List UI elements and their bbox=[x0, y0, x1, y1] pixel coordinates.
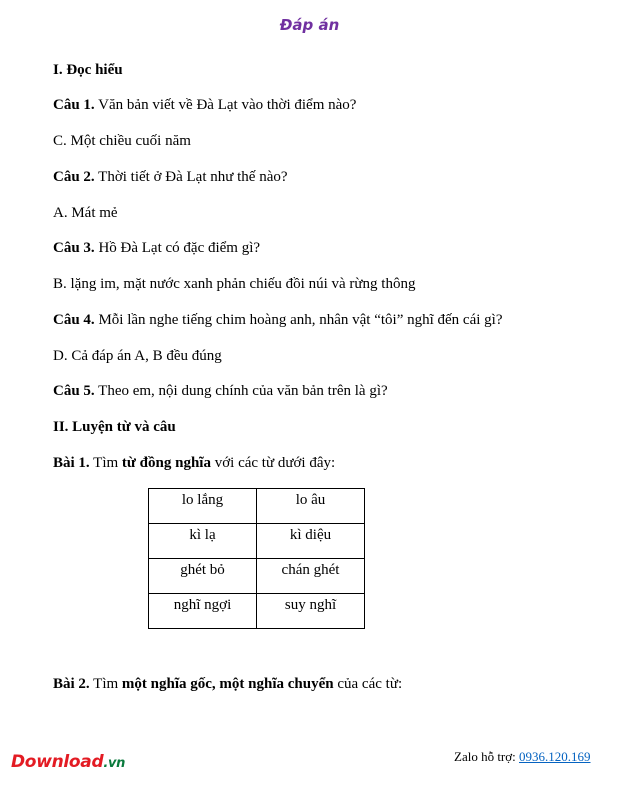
table-row bbox=[149, 559, 365, 594]
exercise-2: Bài 2. Tìm một nghĩa gốc, một nghĩa chuyển của các từ: bbox=[53, 676, 403, 692]
table-cell: lo lắng bbox=[149, 489, 257, 524]
table-cell: lo âu bbox=[257, 489, 365, 524]
table-cell: nghĩ ngợi bbox=[149, 594, 257, 629]
download-vn-logo[interactable]: Download.vn bbox=[11, 752, 126, 772]
synonym-table bbox=[148, 488, 365, 629]
table-cell: suy nghĩ bbox=[257, 594, 365, 629]
table-cell: chán ghét bbox=[257, 559, 365, 594]
zalo-support: Zalo hỗ trợ: 0936.120.169 bbox=[454, 749, 591, 764]
table-cell: kì diệu bbox=[257, 524, 365, 559]
answer-4: D. Cả đáp án A, B đều đúng bbox=[53, 348, 222, 364]
question-1: Câu 1. Văn bản viết về Đà Lạt vào thời điểm nào? bbox=[53, 97, 357, 113]
table-row bbox=[149, 524, 365, 559]
question-4: Câu 4. Mỗi lần nghe tiếng chim hoàng anh, nhân vật “tôi” nghĩ đến cái gì? bbox=[53, 312, 503, 328]
answer-3: B. lặng im, mặt nước xanh phản chiếu đồi núi và rừng thông bbox=[53, 276, 416, 292]
question-5: Câu 5. Theo em, nội dung chính của văn bản trên là gì? bbox=[53, 383, 388, 399]
table-cell: ghét bỏ bbox=[149, 559, 257, 594]
question-3: Câu 3. Hồ Đà Lạt có đặc điểm gì? bbox=[53, 240, 261, 256]
question-2: Câu 2. Thời tiết ở Đà Lạt như thế nào? bbox=[53, 169, 288, 185]
exercise-1: Bài 1. Tìm từ đồng nghĩa với các từ dưới đây: bbox=[53, 455, 336, 471]
answer-1: C. Một chiều cuối năm bbox=[53, 133, 191, 149]
section-heading-doc-hieu: I. Đọc hiểu bbox=[53, 62, 123, 78]
answer-2: A. Mát mẻ bbox=[53, 205, 118, 221]
zalo-phone-link[interactable]: 0936.120.169 bbox=[519, 749, 591, 764]
table-cell: kì lạ bbox=[149, 524, 257, 559]
page-title: Đáp án bbox=[279, 16, 340, 34]
table-row bbox=[149, 489, 365, 524]
table-row bbox=[149, 594, 365, 629]
section-heading-luyen-tu: II. Luyện từ và câu bbox=[53, 419, 176, 435]
